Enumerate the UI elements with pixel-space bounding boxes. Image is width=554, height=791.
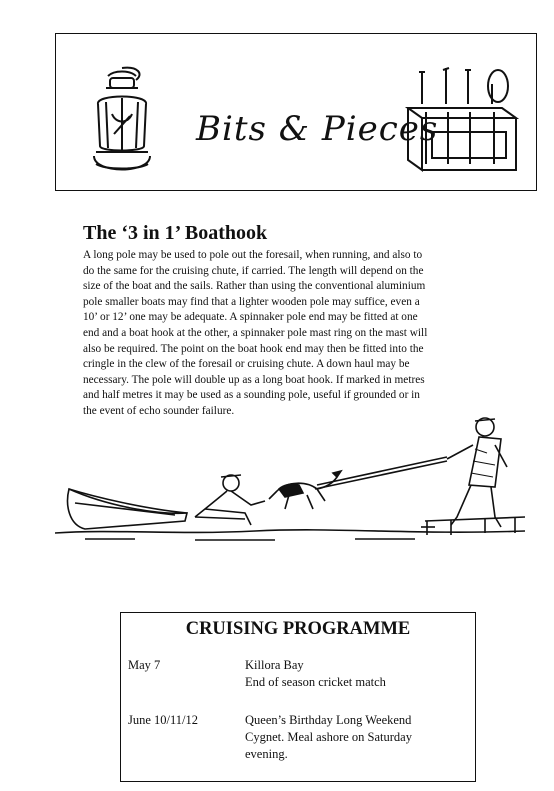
event-line: Killora Bay: [245, 658, 304, 672]
article-title: The ‘3 in 1’ Boathook: [83, 222, 268, 244]
event-date: May 7: [128, 658, 161, 672]
article-line: do the same for the cruising chute, if carried. The length will depend on the: [83, 264, 424, 277]
article-line: 10’ or 12’ one may be adequate. A spinnaker pole end may be fitted at one: [83, 311, 418, 324]
header-title: Bits & Pieces: [196, 109, 439, 149]
article-line: the event of echo sounder failure.: [83, 404, 235, 417]
event-line: Queen’s Birthday Long Weekend: [245, 713, 412, 727]
cruising-programme-box: [120, 612, 476, 782]
article-body: [83, 248, 515, 420]
event-date: June 10/11/12: [128, 713, 199, 727]
event-line: Cygnet. Meal ashore on Saturday: [245, 730, 412, 744]
article-line: also be required. The point on the boat hook end may then be fitted into the: [83, 342, 424, 355]
article-line: necessary. The pole will double up as a long boat hook. If marked in metres: [83, 373, 425, 386]
event-description: [245, 712, 412, 763]
article-line: cringle in the clew of the foresail or cruising chute. A down haul may be: [83, 358, 410, 371]
article-line: A long pole may be used to pole out the foresail, when running, and also to: [83, 249, 423, 261]
event-description: [245, 657, 386, 691]
event-line: End of season cricket match: [245, 675, 386, 689]
tool-rack-icon: [402, 64, 522, 184]
article-line: pole smaller boats may find that a lighter wooden pole may suffice, even a: [83, 295, 420, 308]
article-line: and half metres it may be used as a sounding pole, useful if grounded or in: [83, 389, 420, 402]
article-line: size of the boat and the sails. Rather than using the conventional aluminium: [83, 280, 426, 293]
article-line: end and a boat hook at the other, a spinnaker pole mast ring on the mast will: [83, 326, 428, 339]
event-line: evening.: [245, 747, 288, 761]
boathook-cartoon-illustration: [55, 405, 525, 545]
lantern-icon: [86, 64, 158, 184]
header-box: [55, 33, 537, 191]
programme-title: CRUISING PROGRAMME: [185, 619, 411, 639]
